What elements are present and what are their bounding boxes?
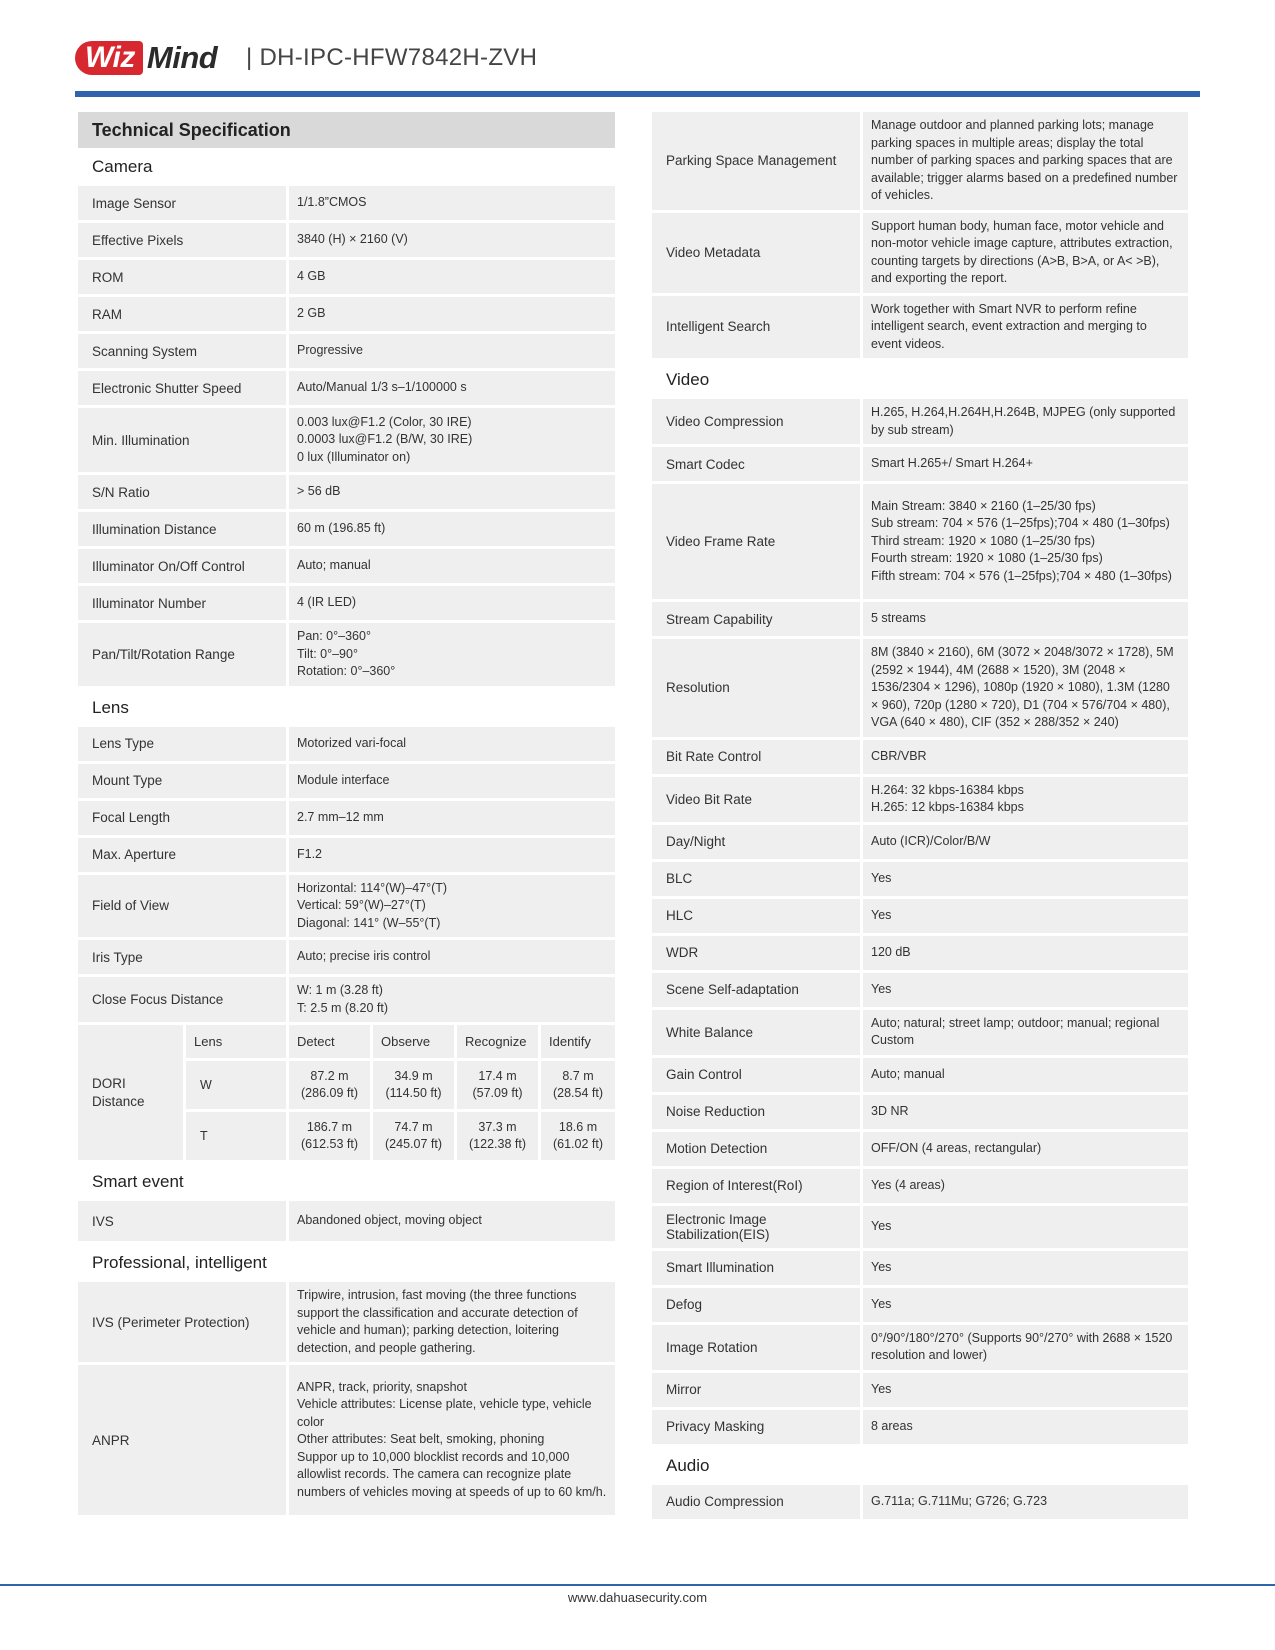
spec-value: Main Stream: 3840 × 2160 (1–25/30 fps) Sub stream: 704 × 576 (1–25fps);704 × 480 (1–30fps) Third stream: 1920 × 1080 (1–25/30 fps) Fourth stream: 1920 × 1080 (1–25/30 fps) Fifth stream: 704 × 576 (1–25fps);704 × 480 (1–30fps) bbox=[863, 484, 1188, 599]
dori-t-observe: 74.7 m (245.07 ft) bbox=[373, 1112, 454, 1160]
dori-w-recognize: 17.4 m (57.09 ft) bbox=[457, 1061, 538, 1109]
spec-row bbox=[652, 1373, 1188, 1407]
spec-value: Yes bbox=[863, 1373, 1188, 1407]
audio-spec-rows bbox=[652, 1485, 1188, 1519]
spec-row bbox=[78, 727, 615, 761]
spec-value: 5 streams bbox=[863, 602, 1188, 636]
spec-value: 0°/90°/180°/270° (Supports 90°/270° with 2688 × 1520 resolution and lower) bbox=[863, 1325, 1188, 1370]
spec-value: 3840 (H) × 2160 (V) bbox=[289, 223, 615, 257]
wizmind-logo bbox=[75, 38, 217, 78]
spec-label: Privacy Masking bbox=[652, 1410, 860, 1444]
spec-label: Lens Type bbox=[78, 727, 286, 761]
spec-label: Audio Compression bbox=[652, 1485, 860, 1519]
spec-value: Yes bbox=[863, 1251, 1188, 1285]
spec-value: Auto; manual bbox=[863, 1058, 1188, 1092]
spec-row bbox=[652, 1058, 1188, 1092]
model-number: | DH-IPC-HFW7842H-ZVH bbox=[246, 44, 538, 71]
spec-row bbox=[652, 112, 1188, 210]
dori-header-lens: Lens bbox=[186, 1025, 286, 1058]
spec-value: G.711a; G.711Mu; G726; G.723 bbox=[863, 1485, 1188, 1519]
section-lens-heading: Lens bbox=[92, 697, 129, 717]
spec-row bbox=[652, 602, 1188, 636]
spec-value: 8 areas bbox=[863, 1410, 1188, 1444]
spec-label: Effective Pixels bbox=[78, 223, 286, 257]
spec-label: WDR bbox=[652, 936, 860, 970]
spec-label: ROM bbox=[78, 260, 286, 294]
left-column bbox=[78, 112, 615, 1518]
dori-w-detect: 87.2 m (286.09 ft) bbox=[289, 1061, 370, 1109]
spec-value: Abandoned object, moving object bbox=[289, 1201, 615, 1241]
spec-value: Yes bbox=[863, 899, 1188, 933]
spec-row bbox=[78, 549, 615, 583]
spec-label: Bit Rate Control bbox=[652, 740, 860, 774]
spec-label: Close Focus Distance bbox=[78, 977, 286, 1022]
spec-value: Work together with Smart NVR to perform refine intelligent search, event extraction and merging to event videos. bbox=[863, 296, 1188, 359]
logo-wiz-text: Wiz bbox=[75, 41, 143, 75]
spec-row bbox=[652, 399, 1188, 444]
spec-row bbox=[78, 512, 615, 546]
spec-value: Motorized vari-focal bbox=[289, 727, 615, 761]
spec-label: Illuminator Number bbox=[78, 586, 286, 620]
spec-row bbox=[652, 1288, 1188, 1322]
spec-value: H.264: 32 kbps-16384 kbps H.265: 12 kbps-16384 kbps bbox=[863, 777, 1188, 822]
professional-spec-rows bbox=[78, 1282, 615, 1515]
spec-label: Illuminator On/Off Control bbox=[78, 549, 286, 583]
spec-label: Mirror bbox=[652, 1373, 860, 1407]
spec-row bbox=[78, 875, 615, 938]
spec-label: Video Compression bbox=[652, 399, 860, 444]
spec-row bbox=[652, 1325, 1188, 1370]
spec-value: Auto; precise iris control bbox=[289, 940, 615, 974]
spec-label: Video Metadata bbox=[652, 213, 860, 293]
spec-label: HLC bbox=[652, 899, 860, 933]
spec-row bbox=[652, 296, 1188, 359]
spec-row bbox=[78, 940, 615, 974]
dori-header-observe: Observe bbox=[373, 1025, 454, 1058]
spec-row bbox=[78, 764, 615, 798]
right-column bbox=[652, 112, 1188, 1522]
spec-label: Day/Night bbox=[652, 825, 860, 859]
spec-label: Focal Length bbox=[78, 801, 286, 835]
spec-label: Region of Interest(RoI) bbox=[652, 1169, 860, 1203]
spec-value: 4 GB bbox=[289, 260, 615, 294]
dori-grid bbox=[186, 1025, 615, 1160]
dori-distance-table bbox=[78, 1025, 615, 1160]
spec-value: Auto/Manual 1/3 s–1/100000 s bbox=[289, 371, 615, 405]
spec-row bbox=[652, 862, 1188, 896]
section-professional-heading: Professional, intelligent bbox=[92, 1253, 267, 1272]
spec-row bbox=[78, 623, 615, 686]
spec-value: 120 dB bbox=[863, 936, 1188, 970]
spec-label: Min. Illumination bbox=[78, 408, 286, 472]
spec-label: Smart Illumination bbox=[652, 1251, 860, 1285]
spec-row bbox=[78, 1365, 615, 1515]
spec-row bbox=[652, 825, 1188, 859]
spec-label: Max. Aperture bbox=[78, 838, 286, 872]
spec-title: Technical Specification bbox=[78, 112, 615, 148]
spec-row bbox=[78, 297, 615, 331]
spec-row bbox=[78, 475, 615, 509]
spec-value: 60 m (196.85 ft) bbox=[289, 512, 615, 546]
dori-w-identify: 8.7 m (28.54 ft) bbox=[541, 1061, 615, 1109]
spec-label: Video Bit Rate bbox=[652, 777, 860, 822]
spec-row bbox=[652, 1251, 1188, 1285]
section-video-heading: Video bbox=[666, 370, 710, 389]
section-audio-heading: Audio bbox=[666, 1455, 710, 1475]
spec-row bbox=[652, 1095, 1188, 1129]
dori-t-detect: 186.7 m (612.53 ft) bbox=[289, 1112, 370, 1160]
spec-row bbox=[652, 213, 1188, 293]
brand-header bbox=[75, 38, 217, 78]
spec-label: Scene Self-adaptation bbox=[652, 973, 860, 1007]
spec-row bbox=[652, 973, 1188, 1007]
logo-mind-text: Mind bbox=[146, 40, 218, 75]
spec-row bbox=[78, 586, 615, 620]
spec-label: Image Rotation bbox=[652, 1325, 860, 1370]
spec-row bbox=[652, 899, 1188, 933]
spec-row bbox=[78, 223, 615, 257]
spec-label: Video Frame Rate bbox=[652, 484, 860, 599]
spec-row bbox=[652, 447, 1188, 481]
spec-label: Motion Detection bbox=[652, 1132, 860, 1166]
spec-label: IVS bbox=[78, 1201, 286, 1241]
video-spec-rows bbox=[652, 399, 1188, 1444]
intelligent-spec-rows bbox=[652, 112, 1188, 358]
dori-header-detect: Detect bbox=[289, 1025, 370, 1058]
spec-value: Support human body, human face, motor vehicle and non-motor vehicle image capture, attributes extraction, counting targets by directions (A>B, B>A, or A< >B), and exporting the report. bbox=[863, 213, 1188, 293]
spec-value: OFF/ON (4 areas, rectangular) bbox=[863, 1132, 1188, 1166]
dori-t-recognize: 37.3 m (122.38 ft) bbox=[457, 1112, 538, 1160]
footer-divider bbox=[0, 1584, 1275, 1586]
spec-label: Iris Type bbox=[78, 940, 286, 974]
spec-row bbox=[652, 936, 1188, 970]
spec-value: 2 GB bbox=[289, 297, 615, 331]
spec-label: Noise Reduction bbox=[652, 1095, 860, 1129]
spec-row bbox=[78, 371, 615, 405]
spec-row bbox=[652, 1169, 1188, 1203]
spec-value: Auto; manual bbox=[289, 549, 615, 583]
spec-row bbox=[78, 977, 615, 1022]
spec-label: S/N Ratio bbox=[78, 475, 286, 509]
spec-label: Illumination Distance bbox=[78, 512, 286, 546]
spec-label: RAM bbox=[78, 297, 286, 331]
spec-value: Smart H.265+/ Smart H.264+ bbox=[863, 447, 1188, 481]
spec-label: White Balance bbox=[652, 1010, 860, 1055]
spec-row bbox=[652, 484, 1188, 599]
spec-value: CBR/VBR bbox=[863, 740, 1188, 774]
smart-event-spec-rows bbox=[78, 1201, 615, 1241]
spec-row bbox=[652, 1206, 1188, 1248]
dori-w-lens: W bbox=[186, 1061, 286, 1109]
spec-value: ANPR, track, priority, snapshot Vehicle attributes: License plate, vehicle type, vehicle color Other attributes: Seat belt, smoking, phoning Suppor up to 10,000 blocklist records and 10,000 allowlist records. The camera can recognize plate numbers of vehicles moving at speeds of up to 60 km/h. bbox=[289, 1365, 615, 1515]
header-divider bbox=[75, 91, 1200, 97]
spec-value: Module interface bbox=[289, 764, 615, 798]
spec-row bbox=[78, 801, 615, 835]
spec-label: ANPR bbox=[78, 1365, 286, 1515]
dori-t-lens: T bbox=[186, 1112, 286, 1160]
lens-spec-rows bbox=[78, 727, 615, 1023]
dori-header-identify: Identify bbox=[541, 1025, 615, 1058]
spec-label: Parking Space Management bbox=[652, 112, 860, 210]
spec-value: > 56 dB bbox=[289, 475, 615, 509]
spec-row bbox=[652, 1132, 1188, 1166]
spec-value: H.265, H.264,H.264H,H.264B, MJPEG (only supported by sub stream) bbox=[863, 399, 1188, 444]
spec-row bbox=[78, 334, 615, 368]
dori-w-observe: 34.9 m (114.50 ft) bbox=[373, 1061, 454, 1109]
spec-label: Field of View bbox=[78, 875, 286, 938]
spec-value: F1.2 bbox=[289, 838, 615, 872]
spec-row bbox=[78, 1282, 615, 1362]
spec-row bbox=[652, 639, 1188, 737]
spec-value: Yes bbox=[863, 1206, 1188, 1248]
section-camera-heading: Camera bbox=[92, 157, 153, 176]
spec-label: Pan/Tilt/Rotation Range bbox=[78, 623, 286, 686]
spec-value: W: 1 m (3.28 ft) T: 2.5 m (8.20 ft) bbox=[289, 977, 615, 1022]
spec-label: Gain Control bbox=[652, 1058, 860, 1092]
camera-spec-rows bbox=[78, 186, 615, 686]
dori-label: DORI Distance bbox=[78, 1025, 183, 1160]
spec-value: Horizontal: 114°(W)–47°(T) Vertical: 59°(W)–27°(T) Diagonal: 141° (W–55°(T) bbox=[289, 875, 615, 938]
spec-row bbox=[78, 838, 615, 872]
spec-label: Stream Capability bbox=[652, 602, 860, 636]
spec-label: Resolution bbox=[652, 639, 860, 737]
spec-row bbox=[652, 777, 1188, 822]
spec-value: Progressive bbox=[289, 334, 615, 368]
spec-row bbox=[78, 186, 615, 220]
footer-url: www.dahuasecurity.com bbox=[567, 1590, 708, 1605]
spec-label: Electronic Shutter Speed bbox=[78, 371, 286, 405]
spec-label: IVS (Perimeter Protection) bbox=[78, 1282, 286, 1362]
spec-value: Yes bbox=[863, 973, 1188, 1007]
spec-value: 2.7 mm–12 mm bbox=[289, 801, 615, 835]
spec-value: 0.003 lux@F1.2 (Color, 30 IRE) 0.0003 lux@F1.2 (B/W, 30 IRE) 0 lux (Illuminator on) bbox=[289, 408, 615, 472]
spec-value: Yes bbox=[863, 1288, 1188, 1322]
spec-label: Scanning System bbox=[78, 334, 286, 368]
dori-header-recognize: Recognize bbox=[457, 1025, 538, 1058]
spec-label: Image Sensor bbox=[78, 186, 286, 220]
spec-label: Defog bbox=[652, 1288, 860, 1322]
spec-value: 3D NR bbox=[863, 1095, 1188, 1129]
spec-row bbox=[78, 1201, 615, 1241]
spec-row bbox=[78, 260, 615, 294]
spec-label: Smart Codec bbox=[652, 447, 860, 481]
spec-value: Yes bbox=[863, 862, 1188, 896]
spec-row bbox=[78, 408, 615, 472]
spec-row bbox=[652, 1010, 1188, 1055]
spec-value: 8M (3840 × 2160), 6M (3072 × 2048/3072 × 1728), 5M (2592 × 1944), 4M (2688 × 1520), 3M (2048 × 1536/2304 × 1296), 1080p (1920 × 1080), 1.3M (1280 × 960), 720p (1280 × 720), D1 (704 × 576/704 × 480), VGA (640 × 480), CIF (352 × 288/352 × 240) bbox=[863, 639, 1188, 737]
spec-label: Electronic Image Stabilization(EIS) bbox=[652, 1206, 860, 1248]
spec-value: Yes (4 areas) bbox=[863, 1169, 1188, 1203]
spec-label: Intelligent Search bbox=[652, 296, 860, 359]
dori-t-identify: 18.6 m (61.02 ft) bbox=[541, 1112, 615, 1160]
section-smart-event-heading: Smart event bbox=[92, 1172, 184, 1191]
spec-value: Pan: 0°–360° Tilt: 0°–90° Rotation: 0°–360° bbox=[289, 623, 615, 686]
spec-label: BLC bbox=[652, 862, 860, 896]
spec-row bbox=[652, 1485, 1188, 1519]
spec-row bbox=[652, 1410, 1188, 1444]
spec-row bbox=[652, 740, 1188, 774]
spec-value: Auto; natural; street lamp; outdoor; manual; regional Custom bbox=[863, 1010, 1188, 1055]
spec-value: Tripwire, intrusion, fast moving (the three functions support the classification and accurate detection of vehicle and human); parking detection, loitering detection, and people gathering. bbox=[289, 1282, 615, 1362]
spec-value: Manage outdoor and planned parking lots; manage parking spaces in multiple areas; display the total number of parking spaces and parking spaces that are available; trigger alarms based on a predefined number of vehicles. bbox=[863, 112, 1188, 210]
spec-label: Mount Type bbox=[78, 764, 286, 798]
spec-value: Auto (ICR)/Color/B/W bbox=[863, 825, 1188, 859]
spec-value: 1/1.8”CMOS bbox=[289, 186, 615, 220]
spec-value: 4 (IR LED) bbox=[289, 586, 615, 620]
